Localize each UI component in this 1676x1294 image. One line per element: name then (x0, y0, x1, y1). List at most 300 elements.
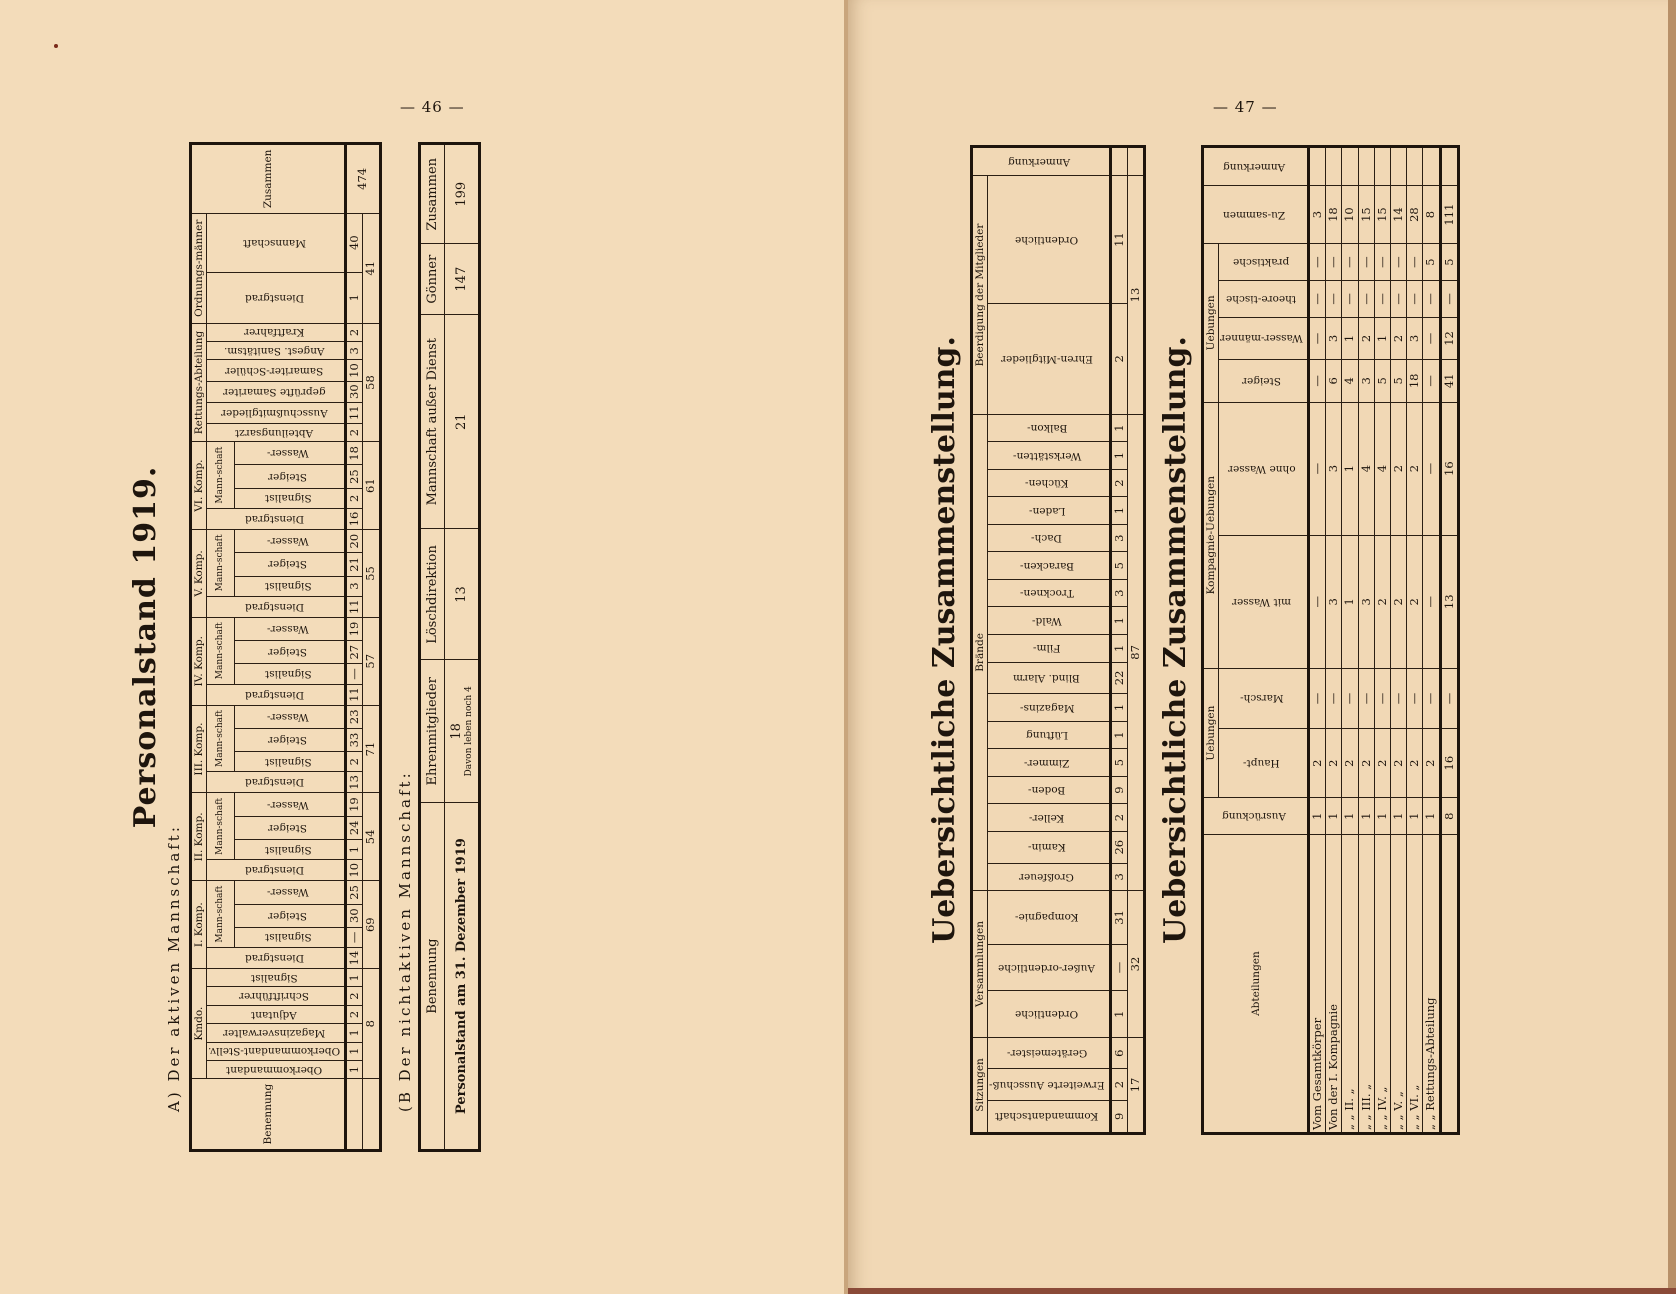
col-header-text: Signalist (264, 843, 312, 856)
table-cell: 4 (1358, 402, 1374, 535)
col-header-text: praktische (1233, 256, 1290, 269)
col-header-text: Oberkommandant (226, 1063, 323, 1076)
col-header (234, 488, 345, 508)
table-cell: — (1358, 244, 1374, 281)
col-header: Gönner (419, 244, 444, 314)
col-header-text: Ordentliche (1015, 233, 1079, 246)
col-header-text: Kamin- (1027, 841, 1066, 854)
row-label: Personalstand am 31. Dezember 1919 (444, 803, 479, 1151)
cover-edge (848, 1288, 1676, 1294)
table-cell: 2 (1110, 469, 1127, 497)
table-cell: 23 (346, 705, 363, 728)
col-header (1203, 798, 1309, 835)
col-header-text: Trocknen- (1019, 587, 1074, 600)
subtotal-cell: 17 (1127, 1037, 1144, 1133)
total-cell (1440, 147, 1458, 186)
table-cell (1423, 147, 1440, 186)
col-header (1219, 402, 1309, 535)
table-cell: 1 (1391, 798, 1407, 835)
table-cell: — (1391, 280, 1407, 317)
col-header (988, 863, 1111, 891)
col-header (207, 360, 346, 381)
table-cell: 2 (346, 423, 363, 441)
col-header (988, 1100, 1111, 1133)
col-header-text: Steiger (268, 821, 308, 834)
col-header-text: Haupt- (1243, 757, 1280, 770)
table-cell: — (1374, 244, 1390, 281)
group-header: VI. Komp. (191, 442, 207, 530)
table-cell: 2 (346, 752, 363, 772)
table-cell: — (1342, 668, 1358, 728)
col-header (988, 635, 1111, 663)
table-cell: 18 (346, 442, 363, 465)
group-header: Kmdo. (191, 969, 207, 1079)
table-row (1391, 147, 1407, 1134)
table-summary-2 (1201, 145, 1460, 1135)
col-header-text: Angest. Sanitätsm. (223, 344, 325, 357)
table-cell: — (346, 664, 363, 684)
table-cell: 19 (346, 793, 363, 816)
col-header-text: Samariter-Schüler (224, 364, 324, 377)
table-summary-1 (970, 145, 1146, 1135)
col-header-text: Anmerkung (1222, 160, 1286, 173)
table-cell: 1 (346, 1024, 363, 1042)
table-cell: 19 (346, 617, 363, 640)
table-cell: 3 (346, 576, 363, 596)
col-header-text: Dienstgrad (244, 952, 304, 965)
group-header: Uebungen (1203, 668, 1219, 797)
table-cell: 2 (1358, 317, 1374, 359)
col-header-total: Zusammen (191, 144, 346, 214)
table-cell: — (1326, 244, 1342, 281)
col-header-text: Wasser- (267, 623, 309, 636)
col-header-text: Wasser- (267, 535, 309, 548)
col-header (234, 705, 345, 728)
table-cell: 6 (1326, 360, 1342, 402)
col-header (1219, 244, 1309, 281)
table-cell: 15 (1358, 186, 1374, 244)
table-cell: 4 (1374, 402, 1390, 535)
table-cell: 1 (346, 1042, 363, 1060)
table-cell: 1 (1110, 991, 1127, 1038)
col-header: Löschdirektion (419, 529, 444, 660)
table-cell: 3 (1407, 317, 1423, 359)
sub-header-mannschaft: Mann-schaft (207, 530, 235, 597)
col-header-text: Steiger (1242, 374, 1281, 387)
right-rotated-content (923, 145, 1503, 1135)
col-header-text: Dienstgrad (244, 291, 304, 304)
col-header-text: Steiger (268, 646, 308, 659)
table-active-crew (189, 142, 382, 1152)
table-row (1374, 147, 1390, 1134)
col-header (234, 553, 345, 576)
table-cell: 1 (1374, 317, 1390, 359)
col-header-text: Steiger (268, 558, 308, 571)
table-cell: — (1374, 668, 1390, 728)
group-header: II. Komp. (191, 793, 207, 881)
col-header (988, 831, 1111, 863)
table-cell: 2 (1407, 729, 1423, 798)
table-cell: 11 (346, 402, 363, 423)
table-cell: 3 (1326, 402, 1342, 535)
col-header (207, 381, 346, 402)
col-header-text: Keller- (1029, 811, 1065, 824)
right-page (848, 0, 1676, 1294)
table-cell: 1 (1342, 798, 1358, 835)
table-cell: 1 (1342, 535, 1358, 668)
table-cell (1374, 147, 1390, 186)
table-cell (1308, 147, 1325, 186)
col-header (988, 497, 1111, 525)
table-cell: 16 (346, 508, 363, 529)
table-row (1326, 147, 1342, 1134)
table-cell: — (1308, 360, 1325, 402)
table-cell: 2 (1326, 729, 1342, 798)
table-cell: 10 (346, 360, 363, 381)
group-header: Versammlungen (972, 891, 988, 1038)
col-header-text: Signalist (264, 931, 312, 944)
col-header-text: Dienstgrad (244, 688, 304, 701)
table-cell: 2 (1342, 729, 1358, 798)
col-header-text: ohne Wasser (1227, 462, 1296, 475)
table-cell: — (1308, 535, 1325, 668)
subtotal-cell: 71 (363, 705, 380, 793)
col-header (988, 579, 1111, 607)
table-cell: 2 (1391, 729, 1407, 798)
col-header-text: Anmerkung (1008, 155, 1071, 168)
col-header-text: Dach- (1031, 532, 1063, 545)
col-header (234, 728, 345, 751)
col-header (988, 721, 1111, 749)
table-cell: — (1308, 668, 1325, 728)
table-cell (1326, 147, 1342, 186)
col-header (988, 1037, 1111, 1068)
col-header (988, 414, 1111, 442)
subtotal-cell: 57 (363, 617, 380, 705)
group-header: IV. Komp. (191, 617, 207, 705)
subtotal-cell: 13 (1127, 176, 1144, 414)
table-cell: 2 (1374, 729, 1390, 798)
col-header (988, 804, 1111, 832)
col-header-text: Signalist (264, 580, 312, 593)
sub-header-mannschaft: Mann-schaft (207, 442, 235, 509)
col-header-text: Film- (1033, 642, 1061, 655)
col-header-text: Magazins- (1019, 701, 1075, 714)
table-cell: 31 (1110, 891, 1127, 945)
table-cell: — (1110, 944, 1127, 991)
col-header-text: Ausschußmitglieder (220, 406, 328, 419)
table-cell: 5 (1391, 360, 1407, 402)
table1-title: Uebersichtliche Zusammenstellung. (927, 336, 962, 944)
col-header (234, 904, 345, 927)
col-header (207, 969, 346, 987)
table-cell: 3 (1358, 535, 1374, 668)
col-header (234, 530, 345, 553)
table-cell: 4 (1342, 360, 1358, 402)
col-header (988, 991, 1111, 1038)
row-label-blank (1440, 835, 1458, 1134)
table-cell: 28 (1407, 186, 1423, 244)
col-header (207, 508, 346, 529)
col-header (988, 749, 1111, 777)
table-cell: 6 (1110, 1037, 1127, 1068)
col-header (207, 860, 346, 881)
col-header-text: theore-tische (1226, 292, 1297, 305)
table-cell: 2 (1423, 729, 1440, 798)
table-cell (1342, 147, 1358, 186)
col-header-text: Kommandantschaft (995, 1110, 1099, 1123)
col-header-text: Erweiterte Ausschuß- (989, 1078, 1105, 1091)
table-cell: 2 (1391, 317, 1407, 359)
col-header-text: Wasser-männer (1220, 332, 1303, 345)
col-header (1203, 147, 1309, 186)
row-label: „ „ IV. „ (1374, 835, 1390, 1134)
subtotal-cell: 8 (363, 969, 380, 1079)
col-header (988, 776, 1111, 804)
table-cell: 1 (1110, 442, 1127, 470)
col-header-text: Baracken- (1019, 559, 1074, 572)
col-header-text: Wasser- (267, 886, 309, 899)
table-cell: 5 (1374, 360, 1390, 402)
subtotal-cell: 32 (1127, 891, 1144, 1038)
table-cell: 1 (1423, 798, 1440, 835)
cell-value: 18 (448, 723, 464, 740)
subtotal-cell: 58 (363, 323, 380, 441)
col-header-text: Außer-ordentliche (998, 961, 1096, 974)
col-header (988, 1069, 1111, 1100)
col-header-text: Ausrückung (1221, 810, 1286, 823)
col-header-text: Dienstgrad (244, 600, 304, 613)
table-cell (1391, 147, 1407, 186)
col-header-text: Großfeuer (1019, 870, 1075, 883)
subtotal-cell: 87 (1127, 414, 1144, 890)
table-cell: 3 (1110, 863, 1127, 891)
col-header (972, 147, 1111, 176)
table-cell: 2 (1110, 1069, 1127, 1100)
table-cell: — (1326, 280, 1342, 317)
table-cell: — (1358, 668, 1374, 728)
left-rotated-content (128, 142, 768, 1152)
table-cell (1358, 147, 1374, 186)
col-header (207, 402, 346, 423)
table-cell: 11 (346, 596, 363, 617)
table-cell: 2 (346, 323, 363, 341)
row-label-blank (346, 1079, 363, 1151)
col-header-text: Steiger (268, 734, 308, 747)
col-header (207, 947, 346, 968)
total-cell: 5 (1440, 244, 1458, 281)
table-cell: 1 (346, 839, 363, 859)
row-label-blank (363, 1079, 380, 1151)
subtotal-cell: 69 (363, 881, 380, 969)
table-cell: 1 (1110, 607, 1127, 635)
table-cell: 1 (1358, 798, 1374, 835)
col-header-text: Wasser- (267, 447, 309, 460)
table-cell: 25 (346, 465, 363, 488)
table-cell: — (1391, 668, 1407, 728)
col-header (234, 465, 345, 488)
total-cell: 41 (1440, 360, 1458, 402)
col-header-text: geprüfte Samariter (222, 385, 326, 398)
group-header: Beerdigung der Mitglieder (972, 176, 988, 414)
col-header (234, 752, 345, 772)
sub-header-mannschaft: Mann-schaft (207, 793, 235, 860)
table-cell: 1 (1110, 694, 1127, 722)
table-cell: 22 (1110, 662, 1127, 694)
page-number-right: — 47 — (1213, 98, 1278, 116)
col-header-text: Zu-sammen (1222, 208, 1286, 221)
total-cell: 8 (1440, 798, 1458, 835)
cell-value: 21 (444, 314, 479, 529)
col-header-text: Blind. Alarm (1013, 671, 1081, 684)
group-header: Brände (972, 414, 988, 890)
col-header (234, 617, 345, 640)
table-cell: 5 (1110, 552, 1127, 580)
table-cell: — (1407, 244, 1423, 281)
table-cell: — (1308, 402, 1325, 535)
col-header (207, 272, 346, 323)
table-cell: 2 (1374, 535, 1390, 668)
table-cell: 2 (1110, 303, 1127, 414)
table-cell: 30 (346, 904, 363, 927)
col-header-text: Laden- (1028, 504, 1066, 517)
table-row (1358, 147, 1374, 1134)
label-col-header: Benennung (191, 1079, 346, 1151)
table-cell: 1 (1110, 414, 1127, 442)
page-title-left: Personalstand 1919. (128, 465, 163, 829)
col-header (207, 772, 346, 793)
col-header-text: Signalist (264, 492, 312, 505)
col-header: Mannschaft außer Dienst (419, 314, 444, 529)
col-header (207, 213, 346, 272)
col-header-text: Kompagnie- (1015, 911, 1079, 924)
subtotal-cell: 61 (363, 442, 380, 530)
ink-spot (54, 44, 58, 48)
row-label: „ „ V. „ (1391, 835, 1407, 1134)
col-header-text: Kraftfahrer (243, 326, 305, 339)
subtotal-cell: 54 (363, 793, 380, 881)
col-header (207, 987, 346, 1005)
col-header (988, 524, 1111, 552)
col-header: Zusammen (419, 144, 444, 244)
col-header (207, 1024, 346, 1042)
subtotal-cell: 41 (363, 213, 380, 323)
table-cell: 2 (1407, 402, 1423, 535)
row-label: „ „ VI. „ (1407, 835, 1423, 1134)
col-header (988, 442, 1111, 470)
col-header (1219, 360, 1309, 402)
table-cell: 2 (1110, 804, 1127, 832)
table-cell (1110, 147, 1127, 176)
row-label: Vom Gesamtkörper (1308, 835, 1325, 1134)
total-cell: 12 (1440, 317, 1458, 359)
table-cell: — (1326, 668, 1342, 728)
col-header-text: Adjutant (251, 1008, 297, 1021)
col-header (1219, 668, 1309, 728)
col-header (988, 891, 1111, 945)
table-inactive-crew (418, 142, 481, 1152)
table-cell: — (1423, 317, 1440, 359)
table-cell: 5 (1110, 749, 1127, 777)
col-header (207, 684, 346, 705)
group-header: III. Komp. (191, 705, 207, 793)
table-cell: 27 (346, 641, 363, 664)
table-row (1407, 147, 1423, 1134)
table-cell-blank (1127, 147, 1144, 176)
table-cell: — (1423, 360, 1440, 402)
total-cell: 13 (1440, 535, 1458, 668)
col-header (1219, 280, 1309, 317)
col-header-text: Ordentliche (1015, 1008, 1079, 1021)
col-header (1219, 535, 1309, 668)
cell-value: 147 (444, 244, 479, 314)
col-header (988, 662, 1111, 694)
col-header (207, 342, 346, 360)
cell-ehrenmitglieder (444, 660, 479, 803)
total-cell: 16 (1440, 729, 1458, 798)
col-header (1203, 186, 1309, 244)
table-cell: 1 (1374, 798, 1390, 835)
col-header (234, 641, 345, 664)
col-header (207, 1005, 346, 1023)
table-cell: 30 (346, 381, 363, 402)
table-cell: 2 (346, 1005, 363, 1023)
col-header (207, 596, 346, 617)
col-header (234, 664, 345, 684)
col-header-text: Werkstätten- (1012, 449, 1082, 462)
col-header-text: Signalist (250, 971, 298, 984)
col-header (988, 176, 1111, 304)
table-cell: 18 (1326, 186, 1342, 244)
table-cell: 2 (1391, 402, 1407, 535)
total-cell: 16 (1440, 402, 1458, 535)
section-b-heading: (B Der nichtaktiven Mannschaft: (395, 770, 414, 1112)
table-cell: 1 (346, 969, 363, 987)
row-label: „ „ II. „ (1342, 835, 1358, 1134)
col-header-text: Wasser- (267, 710, 309, 723)
col-header-text: Dienstgrad (244, 513, 304, 525)
col-header-text: Wasser- (267, 798, 309, 811)
col-header (234, 839, 345, 859)
table-cell: — (1407, 668, 1423, 728)
col-header-text: Magazinsverwalter (222, 1026, 326, 1039)
col-header (234, 881, 345, 904)
table-row (1342, 147, 1358, 1134)
total-cell: 111 (1440, 186, 1458, 244)
col-header (234, 442, 345, 465)
table-cell: 14 (1391, 186, 1407, 244)
table-cell: 2 (346, 488, 363, 508)
table-cell: 15 (1374, 186, 1390, 244)
col-header-text: Balkon- (1026, 422, 1068, 435)
page-edge (1668, 0, 1676, 1294)
table-cell: — (1423, 280, 1440, 317)
table-cell: 24 (346, 816, 363, 839)
table-cell: 1 (1110, 635, 1127, 663)
table-cell: 2 (1391, 535, 1407, 668)
col-header-text: Steiger (268, 909, 308, 922)
cell-value: 13 (444, 529, 479, 660)
col-header-text: Dienstgrad (244, 776, 304, 789)
table-cell: 20 (346, 530, 363, 553)
table-cell: 3 (346, 342, 363, 360)
table-cell: 14 (346, 947, 363, 968)
table-cell: 2 (1308, 729, 1325, 798)
table-cell: 26 (1110, 831, 1127, 863)
cell-note: Davon leben noch 4 (463, 686, 474, 777)
sub-header-mannschaft: Mann-schaft (207, 617, 235, 684)
col-header-text: Mannschaft (242, 236, 306, 249)
